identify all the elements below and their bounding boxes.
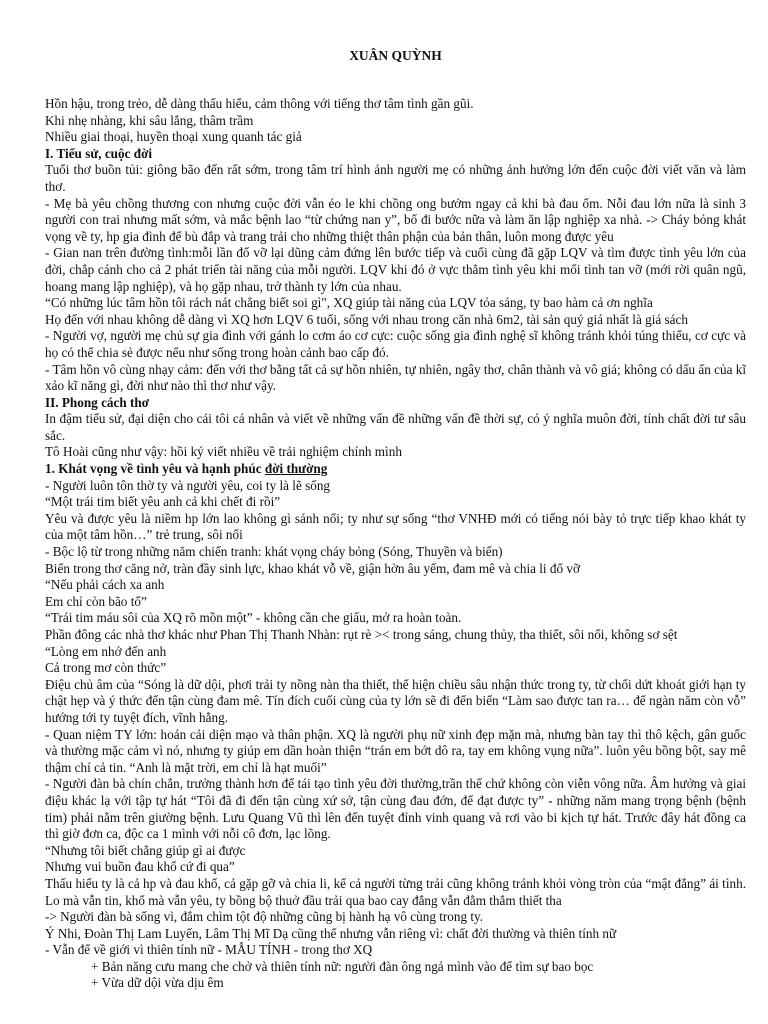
paragraph: “Trái tim máu sôi của XQ rõ mồn một” - không cần che giấu, mở ra hoàn toàn. bbox=[45, 610, 462, 626]
paragraph: -> Người đàn bà sống vì, đắm chìm tột độ những cũng bị hành hạ vô cùng trong ty. bbox=[45, 909, 484, 925]
document-body bbox=[45, 96, 746, 992]
paragraph: - Bộc lộ từ trong những năm chiến tranh: khát vọng cháy bỏng (Sóng, Thuyền và biển) bbox=[45, 544, 503, 560]
intro-line: Khi nhẹ nhàng, khi sâu lắng, thâm trầm bbox=[45, 112, 254, 128]
paragraph: “Có những lúc tâm hồn tôi rách nát chẳng biết soi gì", XQ giúp tài năng của LQV tỏa sáng, ty bao hàm cả ơn nghĩa bbox=[45, 295, 653, 311]
paragraph: Tô Hoài cũng như vậy: hồi ký viết nhiều về trải nghiệm chính mình bbox=[45, 444, 402, 460]
paragraph: - Người vợ, người mẹ chủ sự gia đình với gánh lo cơm áo cơ cực: cuộc sống gia đình nghệ sĩ không tránh khỏi túng thiếu, cơ cực và họ có thể chia sẻ được nếu như sống trong hoàn cảnh bao cấp đó. bbox=[45, 328, 746, 360]
quote-line: Cả trong mơ còn thức” bbox=[45, 660, 167, 676]
paragraph: Yêu và được yêu là niềm hp lớn lao không gì sánh nổi; ty như sự sống “thơ VNHĐ mới có tiếng nói bày tỏ trực tiếp khao khát ty của một tâm hồn…” trẻ trung, sôi nổi bbox=[45, 510, 746, 543]
section-heading-style: II. Phong cách thơ bbox=[45, 394, 150, 410]
paragraph: - Gian nan trên đường tình:mỗi lần đổ vỡ lại dũng cảm đứng lên bước tiếp và cuối cùng đã gặp LQV và tìm được tình yêu lớn của đời, chắp cánh cho cả 2 phát triển tài năng của mỗi người. LQV khi đó ở vực thẳm tình yêu khi mối tình tan vỡ (mới rời quân ngũ, hoang mang lập nghiệp), và họ gặp nhau, trở thành ty lớn của nhau. bbox=[45, 245, 746, 294]
quote-line: “Lòng em nhớ đến anh bbox=[45, 643, 167, 659]
paragraph: Biển trong thơ căng nở, tràn đầy sinh lực, khao khát vỗ về, giận hờn âu yếm, đam mê và chia li đổ vỡ bbox=[45, 560, 580, 576]
subsection-heading-underlined: đời thường bbox=[264, 461, 328, 477]
paragraph: “Một trái tim biết yêu anh cả khi chết đi rồi” bbox=[45, 494, 281, 510]
paragraph: Phần đông các nhà thơ khác như Phan Thị Thanh Nhàn: rụt rè >< trong sáng, chung thủy, tha thiết, sôi nổi, không sơ sệt bbox=[45, 627, 678, 642]
paragraph: Điệu chủ âm của “Sóng là dữ dội, phơi trải ty nồng nàn tha thiết, thể hiện chiều sâu nhận thức trong ty, từ chối dứt khoát giới hạn ty chật hẹp và ý thức đến tận cùng đam mê. Tín đích cuối cùng của ty lớn sẽ đi đến biển “Làm sao được tan ra… để ngàn năm còn vỗ” hướng tới ty tuyệt đích, vĩnh hằng. bbox=[45, 676, 746, 725]
document-title: XUÂN QUỲNH bbox=[349, 48, 442, 63]
paragraph: In đậm tiểu sử, đại diện cho cái tôi cá nhân và viết về những vấn đề những vấn đề thời sự, có ý nghĩa muôn đời, tính chất đời tư sâu sắc. bbox=[45, 411, 746, 443]
subsection-heading-love bbox=[45, 461, 746, 478]
paragraph: - Người luôn tôn thờ ty và người yêu, coi ty là lẽ sống bbox=[45, 477, 331, 493]
paragraph: - Quan niệm TY lớn: hoán cải diện mạo và thân phận. XQ là người phụ nữ xinh đẹp mặn mà, nhưng bàn tay thì thô kệch, gân guốc và thường mặc cảm vì nó, nhưng ty giúp em dần hoàn thiện “trán em bớt dô ra, tay em không vụng nữa”. luôn yêu bồng bột, say mê thậm chí cả tin. “Anh là mặt trời, em chỉ là hạt muối” bbox=[45, 726, 746, 775]
quote-line: “Nhưng tôi biết chẳng giúp gì ai được bbox=[45, 842, 246, 858]
paragraph: - Mẹ bà yêu chồng thương con nhưng cuộc đời vẫn éo le khi chồng ong bướm ngay cả khi bà đau ốm. Nỗi đau lớn nữa là sinh 3 người con trai nhưng mất sớm, và mắc bệnh lao “từ chứng nan y”, bố đi bước nữa và làm ăn lập nghiệp xa nhà. -> Cháy bỏng khát vọng về ty, hp gia đình để bù đắp và trang trải cho những thiệt thân phận của bản thân, luôn mong được yêu bbox=[45, 195, 746, 244]
paragraph: Ý Nhi, Đoàn Thị Lam Luyến, Lâm Thị Mĩ Dạ cũng thể nhưng vẫn riêng vì: chất đời thường và thiên tính nữ bbox=[45, 925, 617, 941]
paragraph: - Người đàn bà chín chắn, trưởng thành hơn để tái tạo tình yêu đời thường,trần thế chứ không còn viễn vông nữa. Âm hưởng và giai điệu khác lạ với tập tự hát “Tôi đã đi đến tận cùng xứ sở, tận cùng đau đớn, để đạt được ty” - những năm mang trọng bệnh (bệnh tim) phải nằm trên giường bệnh. Lưu Quang Vũ thì lên đến tuyệt đỉnh vinh quang và rơi vào bi kịch tự hát. Trước đây hát đồng ca thì giờ đơn ca, độc ca 1 mình với nỗi cô đơn, lạc lõng. bbox=[45, 776, 746, 842]
paragraph: Thấu hiểu ty là cả hp và đau khổ, cả gặp gỡ và chia li, kể cả người từng trải cũng không tránh khỏi vòng tròn của “mật đắng” ái tình. Lo mà vẫn tin, khổ mà vẫn yêu, ty bồng bộ thuở đầu trải qua bao cay đắng vẫn đằm thắm thiết tha bbox=[45, 875, 746, 908]
paragraph: - Vẫn để về giới vì thiên tính nữ - MẪU TÍNH - trong thơ XQ bbox=[45, 942, 373, 958]
quote-line: “Nếu phải cách xa anh bbox=[45, 577, 165, 593]
intro-line: Nhiều giai thoại, huyền thoại xung quanh tác giả bbox=[45, 129, 302, 145]
paragraph: - Tâm hồn vô cùng nhạy cảm: đến với thơ bằng tất cả sự hồn nhiên, tự nhiên, ngây thơ, chân thành và vô giá; không có dấu ấn của kĩ xảo kĩ năng gì, đời như nào thì thơ như vậy. bbox=[45, 361, 746, 394]
intro-line: Hồn hậu, trong trẻo, dễ dàng thấu hiểu, cảm thông với tiếng thơ tâm tình gần gũi. bbox=[45, 96, 474, 111]
quote-line: Nhưng vui buồn đau khổ cứ đi qua” bbox=[45, 859, 235, 875]
subsection-heading-part: 1. Khát vọng về tình yêu và hạnh phúc bbox=[45, 461, 265, 477]
quote-line: Em chỉ còn bão tố” bbox=[45, 593, 147, 609]
sub-bullet: + Vừa dữ dội vừa dịu êm bbox=[91, 975, 224, 991]
paragraph: Họ đến với nhau không dễ dàng vì XQ hơn LQV 6 tuổi, sống với nhau trong căn nhà 6m2, tài sản quý giá nhất là giá sách bbox=[45, 311, 688, 327]
sub-bullet: + Bản năng cưu mang che chở và thiên tính nữ: người đàn ông ngả mình vào để tìm sự bao bọc bbox=[91, 958, 594, 974]
paragraph: Tuổi thơ buồn tủi: giông bão đến rất sớm, trong tâm trí hình ảnh người mẹ có những ảnh hưởng lớn đến cuộc đời viết văn và làm thơ. bbox=[45, 162, 746, 194]
section-heading-biography: I. Tiểu sử, cuộc đời bbox=[45, 145, 153, 161]
